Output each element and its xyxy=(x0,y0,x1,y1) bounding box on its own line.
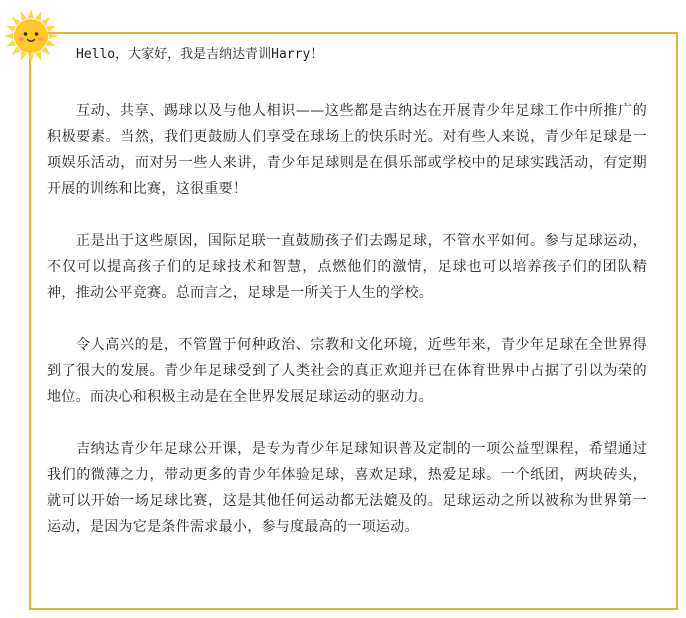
sun-face-icon xyxy=(3,8,59,64)
paragraph-1: 互动、共享、踢球以及与他人相识——这些都是吉纳达在开展青少年足球工作中所推广的积极要素。当然，我们更鼓励人们享受在球场上的快乐时光。对有些人来说，青少年足球是一项娱乐活动，而对另一些人来讲，青少年足球则是在俱乐部或学校中的足球实践活动，有定期开展的训练和比赛，这很重要！ xyxy=(47,103,647,197)
article-body xyxy=(47,42,647,566)
paragraph-4: 吉纳达青少年足球公开课，是专为青少年足球知识普及定制的一项公益型课程，希望通过我们的微薄之力，带动更多的青少年体验足球，喜欢足球，热爱足球。一个纸团，两块砖头，就可以开始一场足球比赛，这是其他任何运动都无法媲及的。足球运动之所以被称为世界第一运动，是因为它是条件需求最小，参与度最高的一项运动。 xyxy=(47,441,647,535)
paragraph-2: 正是出于这些原因，国际足联一直鼓励孩子们去踢足球，不管水平如何。参与足球运动，不仅可以提高孩子们的足球技术和智慧，点燃他们的激情，足球也可以培养孩子们的团队精神，推动公平竞赛。总而言之，足球是一所关于人生的学校。 xyxy=(47,233,647,301)
paragraph-3: 令人高兴的是，不管置于何种政治、宗教和文化环境，近些年来，青少年足球在全世界得到了很大的发展。青少年足球受到了人类社会的真正欢迎并已在体育世界中占据了引以为荣的地位。而决心和积极主动是在全世界发展足球运动的驱动力。 xyxy=(47,337,647,405)
greeting-line: Hello，大家好，我是吉纳达青训Harry！ xyxy=(76,47,324,62)
